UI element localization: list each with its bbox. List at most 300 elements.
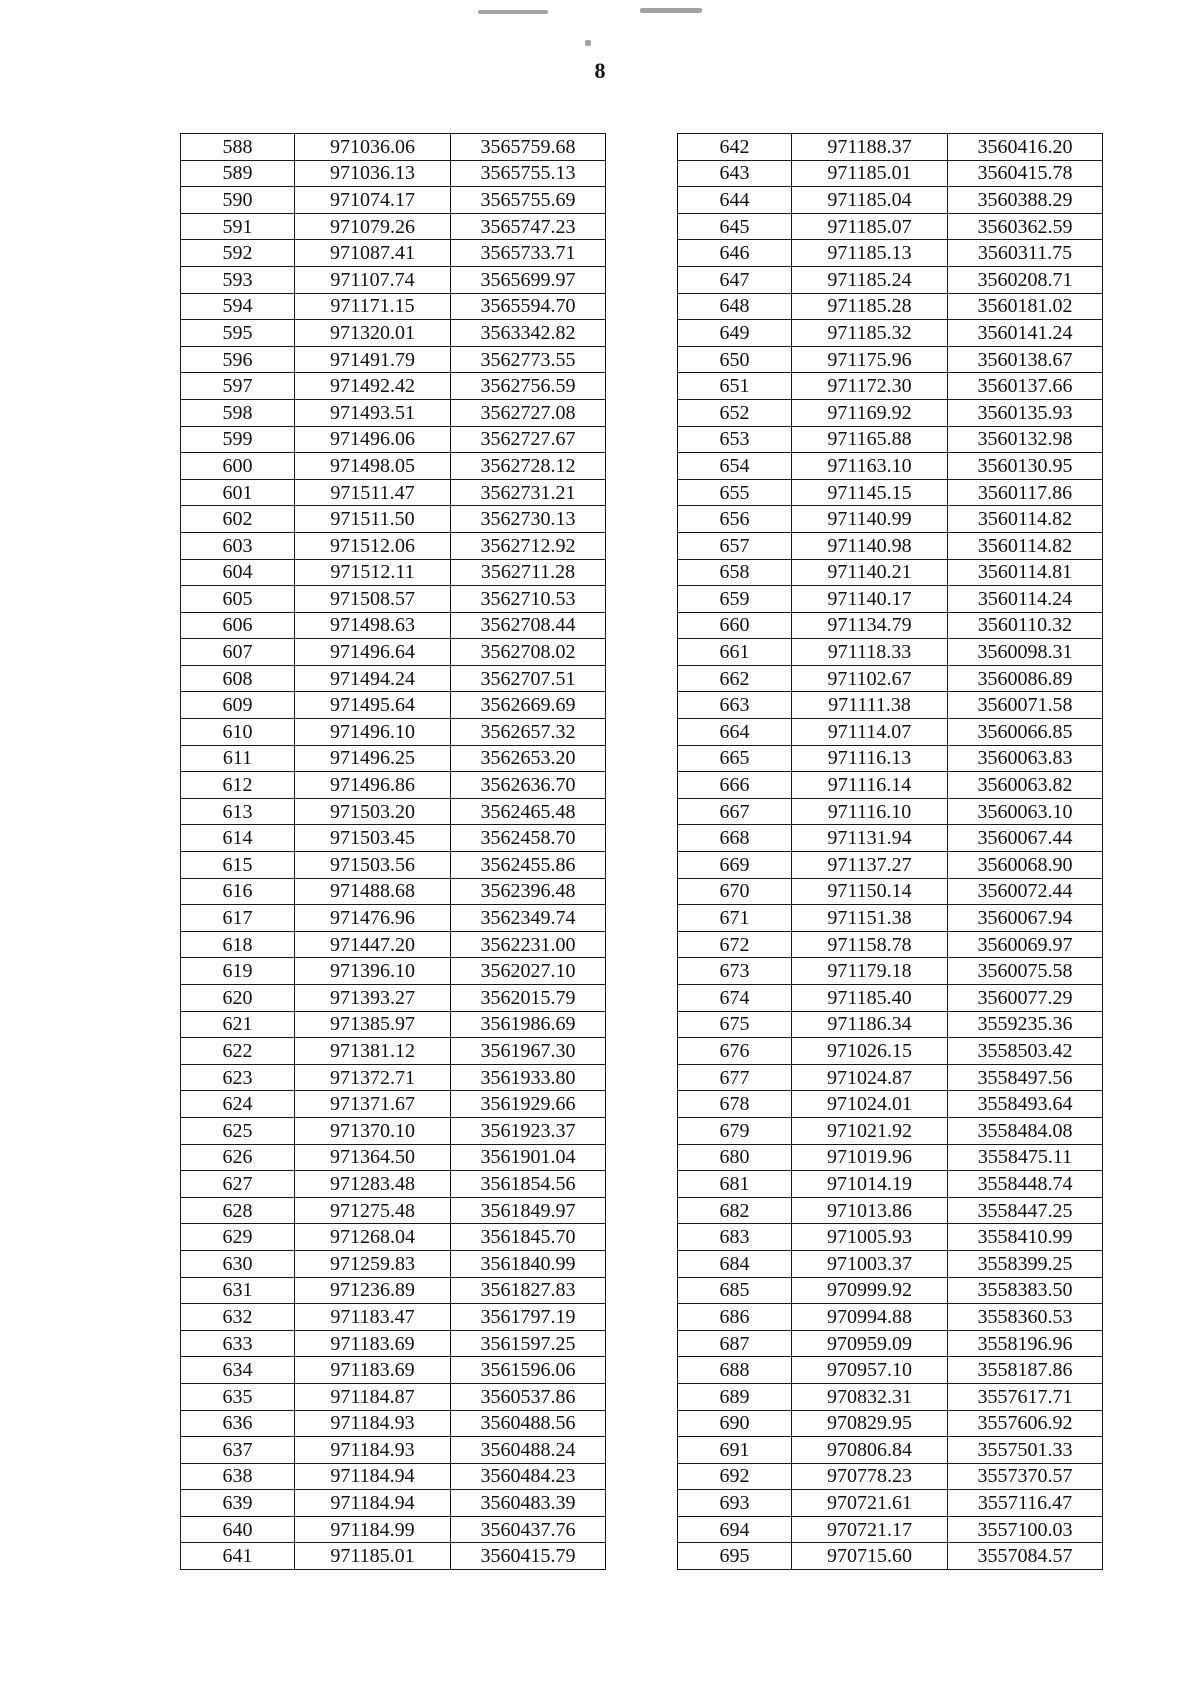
table-row <box>678 905 1103 932</box>
x-coordinate-cell: 971476.96 <box>295 905 451 932</box>
x-coordinate-cell: 970715.60 <box>792 1543 948 1570</box>
y-coordinate-cell: 3565733.71 <box>451 240 606 267</box>
y-coordinate-cell: 3560069.97 <box>948 931 1103 958</box>
y-coordinate-cell: 3565747.23 <box>451 213 606 240</box>
x-coordinate-cell: 971498.05 <box>295 453 451 480</box>
x-coordinate-cell: 970994.88 <box>792 1304 948 1331</box>
x-coordinate-cell: 971118.33 <box>792 639 948 666</box>
y-coordinate-cell: 3562712.92 <box>451 532 606 559</box>
x-coordinate-cell: 971116.13 <box>792 745 948 772</box>
x-coordinate-cell: 971185.32 <box>792 320 948 347</box>
table-row <box>678 160 1103 187</box>
table-row <box>181 1463 606 1490</box>
y-coordinate-cell: 3560138.67 <box>948 346 1103 373</box>
point-number-cell: 617 <box>181 905 295 932</box>
y-coordinate-cell: 3560075.58 <box>948 958 1103 985</box>
point-number-cell: 640 <box>181 1516 295 1543</box>
x-coordinate-cell: 971185.28 <box>792 293 948 320</box>
y-coordinate-cell: 3560072.44 <box>948 878 1103 905</box>
point-number-cell: 642 <box>678 134 792 161</box>
point-number-cell: 670 <box>678 878 792 905</box>
y-coordinate-cell: 3562465.48 <box>451 798 606 825</box>
table-row <box>181 878 606 905</box>
y-coordinate-cell: 3562773.55 <box>451 346 606 373</box>
point-number-cell: 671 <box>678 905 792 932</box>
table-row <box>181 1091 606 1118</box>
table-row <box>181 1357 606 1384</box>
table-row <box>181 453 606 480</box>
x-coordinate-cell: 971498.63 <box>295 612 451 639</box>
y-coordinate-cell: 3560135.93 <box>948 399 1103 426</box>
y-coordinate-cell: 3560077.29 <box>948 985 1103 1012</box>
table-row <box>678 586 1103 613</box>
x-coordinate-cell: 971503.20 <box>295 798 451 825</box>
table-row <box>678 1437 1103 1464</box>
x-coordinate-cell: 971005.93 <box>792 1224 948 1251</box>
point-number-cell: 588 <box>181 134 295 161</box>
y-coordinate-cell: 3565755.69 <box>451 187 606 214</box>
y-coordinate-cell: 3560114.82 <box>948 532 1103 559</box>
y-coordinate-cell: 3561929.66 <box>451 1091 606 1118</box>
y-coordinate-cell: 3560311.75 <box>948 240 1103 267</box>
x-coordinate-cell: 971370.10 <box>295 1117 451 1144</box>
x-coordinate-cell: 971183.69 <box>295 1357 451 1384</box>
point-number-cell: 693 <box>678 1490 792 1517</box>
table-row <box>678 1277 1103 1304</box>
table-row <box>678 985 1103 1012</box>
x-coordinate-cell: 971151.38 <box>792 905 948 932</box>
point-number-cell: 597 <box>181 373 295 400</box>
x-coordinate-cell: 971372.71 <box>295 1064 451 1091</box>
y-coordinate-cell: 3560114.82 <box>948 506 1103 533</box>
x-coordinate-cell: 971512.06 <box>295 532 451 559</box>
point-number-cell: 625 <box>181 1117 295 1144</box>
table-row <box>678 426 1103 453</box>
y-coordinate-cell: 3560098.31 <box>948 639 1103 666</box>
x-coordinate-cell: 971492.42 <box>295 373 451 400</box>
y-coordinate-cell: 3565699.97 <box>451 266 606 293</box>
point-number-cell: 604 <box>181 559 295 586</box>
point-number-cell: 596 <box>181 346 295 373</box>
table-row <box>678 266 1103 293</box>
x-coordinate-cell: 971140.98 <box>792 532 948 559</box>
table-row <box>181 1330 606 1357</box>
point-number-cell: 667 <box>678 798 792 825</box>
x-coordinate-cell: 971158.78 <box>792 931 948 958</box>
y-coordinate-cell: 3558503.42 <box>948 1038 1103 1065</box>
table-row <box>678 1011 1103 1038</box>
y-coordinate-cell: 3561596.06 <box>451 1357 606 1384</box>
table-row <box>678 745 1103 772</box>
x-coordinate-cell: 971169.92 <box>792 399 948 426</box>
y-coordinate-cell: 3560114.24 <box>948 586 1103 613</box>
y-coordinate-cell: 3560208.71 <box>948 266 1103 293</box>
table-row <box>181 639 606 666</box>
table-row <box>181 1250 606 1277</box>
table-row <box>181 1011 606 1038</box>
point-number-cell: 631 <box>181 1277 295 1304</box>
x-coordinate-cell: 971259.83 <box>295 1250 451 1277</box>
table-row <box>678 1383 1103 1410</box>
table-row <box>678 852 1103 879</box>
x-coordinate-cell: 971074.17 <box>295 187 451 214</box>
table-row <box>678 1064 1103 1091</box>
point-number-cell: 649 <box>678 320 792 347</box>
table-row <box>181 798 606 825</box>
point-number-cell: 647 <box>678 266 792 293</box>
x-coordinate-cell: 971503.45 <box>295 825 451 852</box>
y-coordinate-cell: 3558484.08 <box>948 1117 1103 1144</box>
y-coordinate-cell: 3560063.83 <box>948 745 1103 772</box>
table-row <box>181 1144 606 1171</box>
x-coordinate-cell: 971268.04 <box>295 1224 451 1251</box>
x-coordinate-cell: 971134.79 <box>792 612 948 639</box>
table-row <box>678 1038 1103 1065</box>
table-row <box>678 958 1103 985</box>
point-number-cell: 599 <box>181 426 295 453</box>
table-row <box>181 586 606 613</box>
x-coordinate-cell: 971024.01 <box>792 1091 948 1118</box>
table-row <box>678 719 1103 746</box>
point-number-cell: 635 <box>181 1383 295 1410</box>
point-number-cell: 689 <box>678 1383 792 1410</box>
table-row <box>181 931 606 958</box>
point-number-cell: 611 <box>181 745 295 772</box>
y-coordinate-cell: 3560537.86 <box>451 1383 606 1410</box>
y-coordinate-cell: 3562349.74 <box>451 905 606 932</box>
table-row <box>181 373 606 400</box>
x-coordinate-cell: 971493.51 <box>295 399 451 426</box>
x-coordinate-cell: 971087.41 <box>295 240 451 267</box>
table-row <box>181 1064 606 1091</box>
y-coordinate-cell: 3558399.25 <box>948 1250 1103 1277</box>
y-coordinate-cell: 3562458.70 <box>451 825 606 852</box>
table-row <box>181 187 606 214</box>
x-coordinate-cell: 971184.94 <box>295 1490 451 1517</box>
table-row <box>678 134 1103 161</box>
y-coordinate-cell: 3560488.56 <box>451 1410 606 1437</box>
point-number-cell: 606 <box>181 612 295 639</box>
x-coordinate-cell: 971024.87 <box>792 1064 948 1091</box>
y-coordinate-cell: 3557116.47 <box>948 1490 1103 1517</box>
point-number-cell: 637 <box>181 1437 295 1464</box>
point-number-cell: 601 <box>181 479 295 506</box>
point-number-cell: 633 <box>181 1330 295 1357</box>
table-row <box>678 1490 1103 1517</box>
y-coordinate-cell: 3560117.86 <box>948 479 1103 506</box>
y-coordinate-cell: 3562396.48 <box>451 878 606 905</box>
table-row <box>181 346 606 373</box>
y-coordinate-cell: 3562636.70 <box>451 772 606 799</box>
point-number-cell: 636 <box>181 1410 295 1437</box>
point-number-cell: 593 <box>181 266 295 293</box>
table-row <box>678 187 1103 214</box>
y-coordinate-cell: 3562669.69 <box>451 692 606 719</box>
point-number-cell: 678 <box>678 1091 792 1118</box>
table-row <box>181 266 606 293</box>
table-row <box>678 293 1103 320</box>
point-number-cell: 662 <box>678 665 792 692</box>
y-coordinate-cell: 3561967.30 <box>451 1038 606 1065</box>
y-coordinate-cell: 3560110.32 <box>948 612 1103 639</box>
table-row <box>678 612 1103 639</box>
x-coordinate-cell: 971236.89 <box>295 1277 451 1304</box>
point-number-cell: 612 <box>181 772 295 799</box>
table-row <box>181 1516 606 1543</box>
x-coordinate-cell: 971283.48 <box>295 1171 451 1198</box>
table-row <box>181 1277 606 1304</box>
table-row <box>181 506 606 533</box>
x-coordinate-cell: 971185.07 <box>792 213 948 240</box>
point-number-cell: 687 <box>678 1330 792 1357</box>
point-number-cell: 648 <box>678 293 792 320</box>
y-coordinate-cell: 3557501.33 <box>948 1437 1103 1464</box>
y-coordinate-cell: 3561797.19 <box>451 1304 606 1331</box>
x-coordinate-cell: 971496.86 <box>295 772 451 799</box>
x-coordinate-cell: 971508.57 <box>295 586 451 613</box>
x-coordinate-cell: 971364.50 <box>295 1144 451 1171</box>
x-coordinate-cell: 971184.94 <box>295 1463 451 1490</box>
point-number-cell: 654 <box>678 453 792 480</box>
table-row <box>181 825 606 852</box>
point-number-cell: 656 <box>678 506 792 533</box>
y-coordinate-cell: 3558475.11 <box>948 1144 1103 1171</box>
table-row <box>678 506 1103 533</box>
x-coordinate-cell: 971381.12 <box>295 1038 451 1065</box>
x-coordinate-cell: 971079.26 <box>295 213 451 240</box>
point-number-cell: 595 <box>181 320 295 347</box>
point-number-cell: 661 <box>678 639 792 666</box>
x-coordinate-cell: 971102.67 <box>792 665 948 692</box>
table-row <box>181 852 606 879</box>
point-number-cell: 620 <box>181 985 295 1012</box>
x-coordinate-cell: 971137.27 <box>792 852 948 879</box>
y-coordinate-cell: 3561597.25 <box>451 1330 606 1357</box>
point-number-cell: 614 <box>181 825 295 852</box>
table-row <box>678 798 1103 825</box>
x-coordinate-cell: 971185.04 <box>792 187 948 214</box>
point-number-cell: 643 <box>678 160 792 187</box>
point-number-cell: 618 <box>181 931 295 958</box>
x-coordinate-cell: 971184.93 <box>295 1410 451 1437</box>
table-row <box>181 985 606 1012</box>
point-number-cell: 690 <box>678 1410 792 1437</box>
point-number-cell: 616 <box>181 878 295 905</box>
x-coordinate-cell: 971188.37 <box>792 134 948 161</box>
x-coordinate-cell: 971116.14 <box>792 772 948 799</box>
table-row <box>678 240 1103 267</box>
point-number-cell: 634 <box>181 1357 295 1384</box>
y-coordinate-cell: 3561845.70 <box>451 1224 606 1251</box>
table-row <box>181 1383 606 1410</box>
table-row <box>181 1117 606 1144</box>
y-coordinate-cell: 3563342.82 <box>451 320 606 347</box>
point-number-cell: 674 <box>678 985 792 1012</box>
point-number-cell: 659 <box>678 586 792 613</box>
x-coordinate-cell: 971019.96 <box>792 1144 948 1171</box>
y-coordinate-cell: 3562710.53 <box>451 586 606 613</box>
table-row <box>181 160 606 187</box>
y-coordinate-cell: 3560483.39 <box>451 1490 606 1517</box>
point-number-cell: 658 <box>678 559 792 586</box>
x-coordinate-cell: 971175.96 <box>792 346 948 373</box>
x-coordinate-cell: 971512.11 <box>295 559 451 586</box>
x-coordinate-cell: 971184.93 <box>295 1437 451 1464</box>
point-number-cell: 688 <box>678 1357 792 1384</box>
table-row <box>678 1516 1103 1543</box>
point-number-cell: 655 <box>678 479 792 506</box>
y-coordinate-cell: 3560181.02 <box>948 293 1103 320</box>
table-row <box>181 134 606 161</box>
x-coordinate-cell: 971393.27 <box>295 985 451 1012</box>
x-coordinate-cell: 971184.99 <box>295 1516 451 1543</box>
y-coordinate-cell: 3562727.08 <box>451 399 606 426</box>
x-coordinate-cell: 971111.38 <box>792 692 948 719</box>
y-coordinate-cell: 3562027.10 <box>451 958 606 985</box>
y-coordinate-cell: 3561923.37 <box>451 1117 606 1144</box>
point-number-cell: 677 <box>678 1064 792 1091</box>
point-number-cell: 613 <box>181 798 295 825</box>
table-row <box>678 665 1103 692</box>
table-row <box>181 1197 606 1224</box>
point-number-cell: 600 <box>181 453 295 480</box>
x-coordinate-cell: 971185.24 <box>792 266 948 293</box>
point-number-cell: 651 <box>678 373 792 400</box>
table-row <box>678 931 1103 958</box>
table-row <box>181 532 606 559</box>
x-coordinate-cell: 970721.61 <box>792 1490 948 1517</box>
y-coordinate-cell: 3562731.21 <box>451 479 606 506</box>
point-number-cell: 692 <box>678 1463 792 1490</box>
scan-artifact <box>478 10 548 14</box>
point-number-cell: 627 <box>181 1171 295 1198</box>
table-row <box>181 213 606 240</box>
x-coordinate-cell: 971179.18 <box>792 958 948 985</box>
x-coordinate-cell: 971511.47 <box>295 479 451 506</box>
table-row <box>181 958 606 985</box>
point-number-cell: 681 <box>678 1171 792 1198</box>
y-coordinate-cell: 3560141.24 <box>948 320 1103 347</box>
x-coordinate-cell: 971503.56 <box>295 852 451 879</box>
point-number-cell: 592 <box>181 240 295 267</box>
x-coordinate-cell: 971496.25 <box>295 745 451 772</box>
y-coordinate-cell: 3565594.70 <box>451 293 606 320</box>
table-row <box>678 1224 1103 1251</box>
point-number-cell: 609 <box>181 692 295 719</box>
y-coordinate-cell: 3561827.83 <box>451 1277 606 1304</box>
table-row <box>181 665 606 692</box>
y-coordinate-cell: 3562657.32 <box>451 719 606 746</box>
table-row <box>678 559 1103 586</box>
point-number-cell: 686 <box>678 1304 792 1331</box>
point-number-cell: 623 <box>181 1064 295 1091</box>
table-row <box>678 213 1103 240</box>
point-number-cell: 630 <box>181 1250 295 1277</box>
x-coordinate-cell: 971140.21 <box>792 559 948 586</box>
x-coordinate-cell: 971150.14 <box>792 878 948 905</box>
y-coordinate-cell: 3562015.79 <box>451 985 606 1012</box>
y-coordinate-cell: 3558448.74 <box>948 1171 1103 1198</box>
coordinates-table-left <box>180 133 606 1570</box>
x-coordinate-cell: 971183.69 <box>295 1330 451 1357</box>
x-coordinate-cell: 971183.47 <box>295 1304 451 1331</box>
point-number-cell: 603 <box>181 532 295 559</box>
y-coordinate-cell: 3560063.82 <box>948 772 1103 799</box>
y-coordinate-cell: 3562730.13 <box>451 506 606 533</box>
point-number-cell: 638 <box>181 1463 295 1490</box>
y-coordinate-cell: 3561840.99 <box>451 1250 606 1277</box>
y-coordinate-cell: 3560067.94 <box>948 905 1103 932</box>
table-row <box>678 878 1103 905</box>
x-coordinate-cell: 970778.23 <box>792 1463 948 1490</box>
table-row <box>678 639 1103 666</box>
y-coordinate-cell: 3560415.78 <box>948 160 1103 187</box>
point-number-cell: 644 <box>678 187 792 214</box>
point-number-cell: 691 <box>678 1437 792 1464</box>
point-number-cell: 663 <box>678 692 792 719</box>
table-row <box>678 1463 1103 1490</box>
x-coordinate-cell: 971491.79 <box>295 346 451 373</box>
table-row <box>181 719 606 746</box>
table-row <box>678 1091 1103 1118</box>
table-row <box>181 1038 606 1065</box>
x-coordinate-cell: 971036.13 <box>295 160 451 187</box>
x-coordinate-cell: 971163.10 <box>792 453 948 480</box>
point-number-cell: 664 <box>678 719 792 746</box>
y-coordinate-cell: 3562653.20 <box>451 745 606 772</box>
y-coordinate-cell: 3562756.59 <box>451 373 606 400</box>
coordinates-table-right <box>677 133 1103 1570</box>
y-coordinate-cell: 3558410.99 <box>948 1224 1103 1251</box>
y-coordinate-cell: 3560415.79 <box>451 1543 606 1570</box>
point-number-cell: 629 <box>181 1224 295 1251</box>
y-coordinate-cell: 3558360.53 <box>948 1304 1103 1331</box>
y-coordinate-cell: 3561933.80 <box>451 1064 606 1091</box>
table-row <box>181 745 606 772</box>
table-row <box>678 373 1103 400</box>
y-coordinate-cell: 3560086.89 <box>948 665 1103 692</box>
table-row <box>181 1543 606 1570</box>
x-coordinate-cell: 971488.68 <box>295 878 451 905</box>
point-number-cell: 626 <box>181 1144 295 1171</box>
x-coordinate-cell: 971140.17 <box>792 586 948 613</box>
point-number-cell: 639 <box>181 1490 295 1517</box>
y-coordinate-cell: 3560484.23 <box>451 1463 606 1490</box>
y-coordinate-cell: 3560071.58 <box>948 692 1103 719</box>
table-row <box>678 1144 1103 1171</box>
x-coordinate-cell: 971114.07 <box>792 719 948 746</box>
x-coordinate-cell: 971145.15 <box>792 479 948 506</box>
table-row <box>678 399 1103 426</box>
y-coordinate-cell: 3557370.57 <box>948 1463 1103 1490</box>
table-row <box>181 1437 606 1464</box>
y-coordinate-cell: 3560437.76 <box>451 1516 606 1543</box>
point-number-cell: 632 <box>181 1304 295 1331</box>
table-row <box>678 825 1103 852</box>
point-number-cell: 641 <box>181 1543 295 1570</box>
x-coordinate-cell: 970832.31 <box>792 1383 948 1410</box>
point-number-cell: 591 <box>181 213 295 240</box>
x-coordinate-cell: 971026.15 <box>792 1038 948 1065</box>
table-row <box>678 320 1103 347</box>
x-coordinate-cell: 971447.20 <box>295 931 451 958</box>
point-number-cell: 666 <box>678 772 792 799</box>
x-coordinate-cell: 971496.06 <box>295 426 451 453</box>
point-number-cell: 672 <box>678 931 792 958</box>
point-number-cell: 621 <box>181 1011 295 1038</box>
table-row <box>181 612 606 639</box>
point-number-cell: 598 <box>181 399 295 426</box>
